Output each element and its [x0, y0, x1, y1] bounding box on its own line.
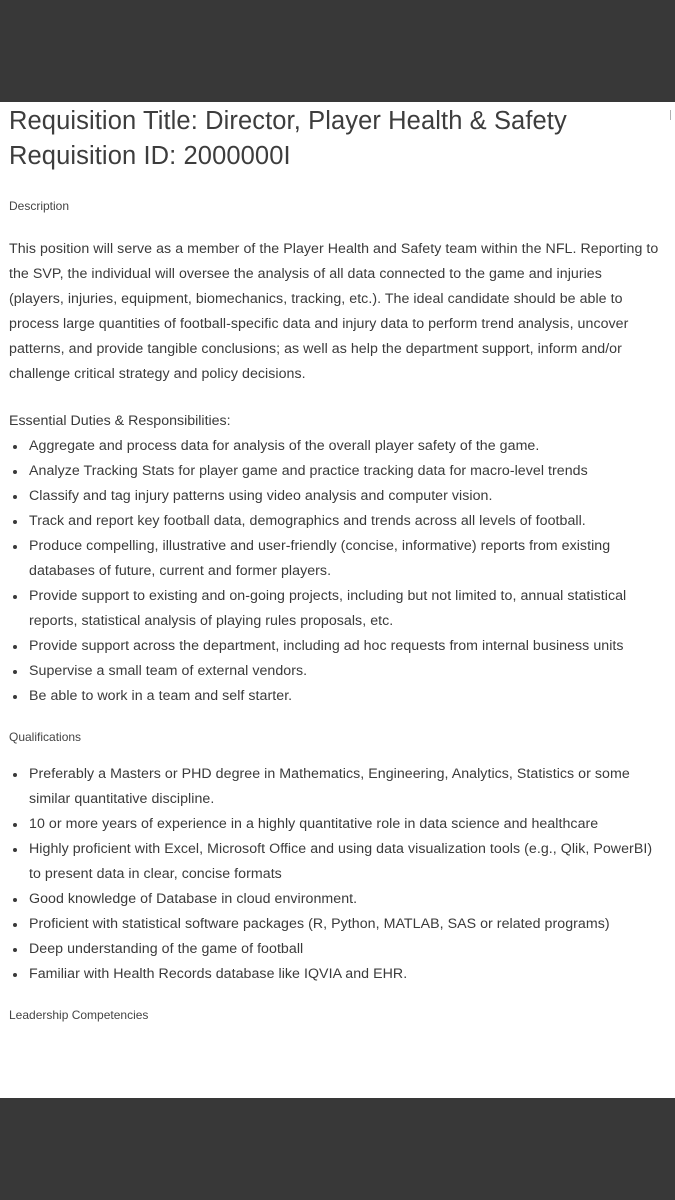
duties-heading: Essential Duties & Responsibilities:	[9, 413, 231, 429]
bullet-icon	[13, 948, 17, 952]
list-item: Be able to work in a team and self starter.	[9, 684, 659, 709]
qualifications-list	[9, 762, 659, 987]
bullet-icon	[13, 595, 17, 599]
list-item: Classify and tag injury patterns using video analysis and computer vision.	[9, 484, 659, 509]
list-item: Aggregate and process data for analysis of the overall player safety of the game.	[9, 434, 659, 459]
bullet-icon	[13, 973, 17, 977]
list-item: 10 or more years of experience in a highly quantitative role in data science and healthcare	[9, 812, 659, 837]
list-item: Analyze Tracking Stats for player game and practice tracking data for macro-level trends	[9, 459, 659, 484]
bullet-icon	[13, 898, 17, 902]
bullet-icon	[13, 445, 17, 449]
job-content	[9, 102, 659, 1023]
bullet-icon	[13, 645, 17, 649]
list-item: Produce compelling, illustrative and user-friendly (concise, informative) reports from existing databases of future, current and former players.	[9, 534, 659, 584]
list-item: Provide support across the department, including ad hoc requests from internal business units	[9, 634, 659, 659]
list-item: Familiar with Health Records database like IQVIA and EHR.	[9, 962, 659, 987]
list-item: Provide support to existing and on-going projects, including but not limited to, annual statistical reports, statistical analysis of playing rules proposals, etc.	[9, 584, 659, 634]
description-label: Description	[9, 199, 70, 213]
bullet-icon	[13, 495, 17, 499]
description-text: This position will serve as a member of the Player Health and Safety team within the NFL. Reporting to the SVP, the individual will oversee the analysis of all data connected to the game and injuries (players, injuries, equipment, biomechanics, tracking, etc.). The ideal candidate should be able to process large quantities of football-specific data and injury data to perform trend analysis, uncover patterns, and provide tangible conclusions; as well as help the department support, inform and/or challenge critical strategy and policy decisions.	[9, 241, 659, 382]
duties-list	[9, 434, 659, 709]
bottom-letterbox	[0, 1098, 675, 1200]
bullet-icon	[13, 923, 17, 927]
bullet-icon	[13, 695, 17, 699]
job-posting-page	[0, 102, 675, 1098]
leadership-label: Leadership Competencies	[9, 1008, 149, 1022]
list-item: Highly proficient with Excel, Microsoft Office and using data visualization tools (e.g., Qlik, PowerBI) to present data in clear, concise formats	[9, 837, 659, 887]
bullet-icon	[13, 545, 17, 549]
top-letterbox	[0, 0, 675, 102]
bullet-icon	[13, 470, 17, 474]
qualifications-label: Qualifications	[9, 730, 82, 744]
bullet-icon	[13, 823, 17, 827]
list-item: Good knowledge of Database in cloud environment.	[9, 887, 659, 912]
bullet-icon	[13, 520, 17, 524]
requisition-title: Requisition Title: Director, Player Health & Safety	[9, 107, 567, 135]
list-item: Supervise a small team of external vendors.	[9, 659, 659, 684]
bullet-icon	[13, 848, 17, 852]
list-item: Proficient with statistical software packages (R, Python, MATLAB, SAS or related programs)	[9, 912, 659, 937]
requisition-id: Requisition ID: 2000000I	[9, 142, 291, 170]
scrollbar-thumb[interactable]	[670, 110, 671, 120]
bullet-icon	[13, 773, 17, 777]
list-item: Track and report key football data, demographics and trends across all levels of football.	[9, 509, 659, 534]
bullet-icon	[13, 670, 17, 674]
list-item: Preferably a Masters or PHD degree in Mathematics, Engineering, Analytics, Statistics or some similar quantitative discipline.	[9, 762, 659, 812]
list-item: Deep understanding of the game of football	[9, 937, 659, 962]
